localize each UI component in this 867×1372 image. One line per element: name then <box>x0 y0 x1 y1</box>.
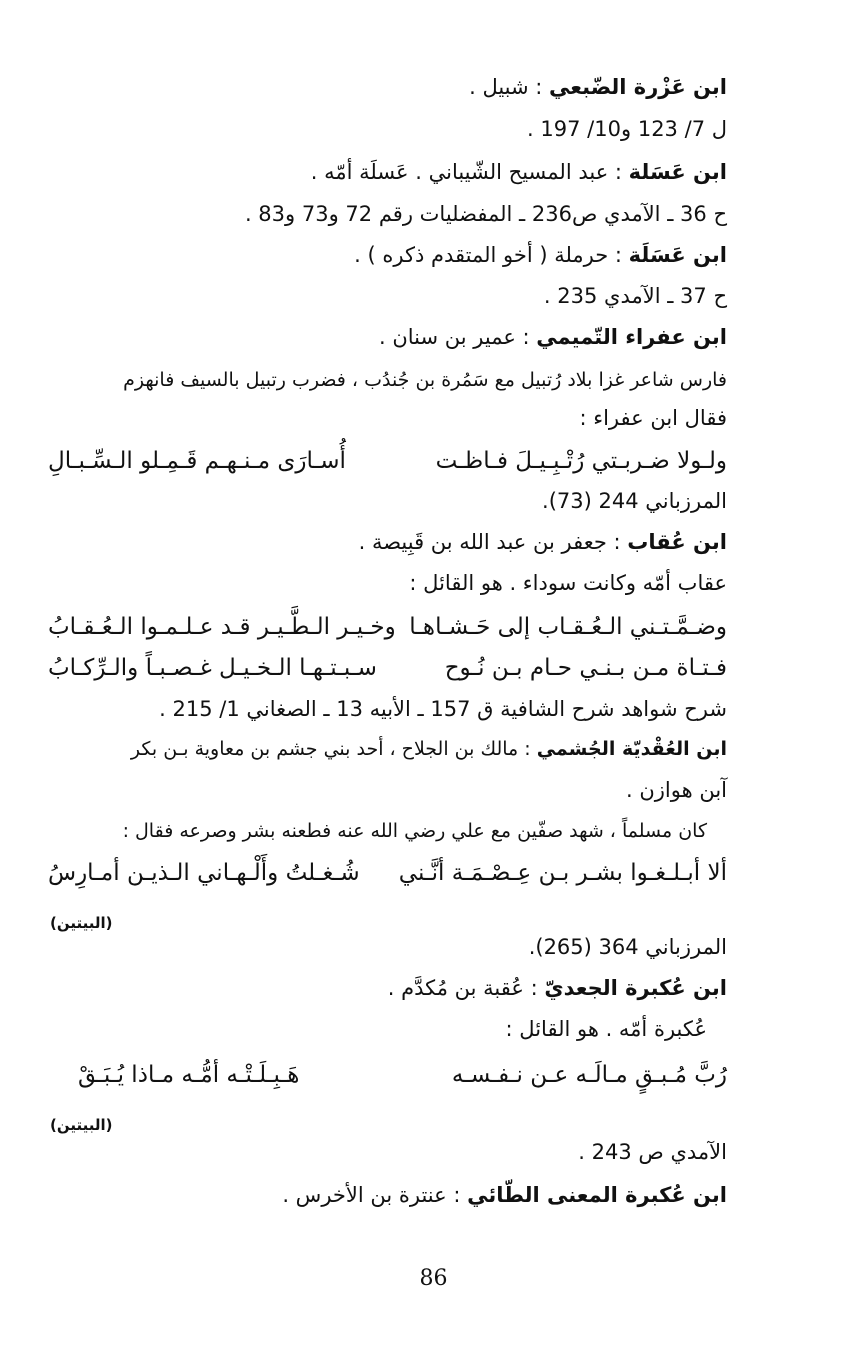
page-number: 86 <box>419 1266 448 1291</box>
poem-verse <box>48 444 727 478</box>
verse-first-hemistich: ألا أبـلـغـوا بشـر بـن عِـصْـمَـة أنَّـني <box>398 860 727 886</box>
body-line: كان مسلماً ، شهد صفّين مع علي رضي الله عنه فطعنه بشر وصرعه فقال : <box>122 820 707 842</box>
verse-second-hemistich: هَـبِـلَـتْـه أمُّـه مـاذا يُـبَـقْ <box>78 1062 300 1088</box>
verse-second-hemistich: وخـيـر الـطَّـيـر قـد عـلـمـوا الـعُـقـابُ <box>48 614 396 640</box>
reference-line: الآمدي ص 243 . <box>578 1140 727 1164</box>
verse-first-hemistich: فـتـاة مـن بـنـي حـام بـن نُـوح <box>444 655 727 681</box>
entry-line: ابن عفراء التّميمي : عمير بن سنان . <box>378 325 727 349</box>
entry-line: ابن عُكبرة الجعديّ : عُقبة بن مُكدَّم . <box>387 976 727 1000</box>
body-line: فقال ابن عفراء : <box>579 406 727 430</box>
body-line: عقاب أمّه وكانت سوداء . هو القائل : <box>409 571 727 595</box>
entry-line: ابن عَزْرة الضّبعي : شبيل . <box>469 75 727 99</box>
reference-line: ح 36 ـ الآمدي ص236 ـ المفضليات رقم 72 و73 و83 . <box>244 202 727 226</box>
entry-line: ابن عُقاب : جعفر بن عبد الله بن قَبِيصة . <box>358 530 727 554</box>
verse-second-hemistich: أُسـارَى مـنـهـم قَـمِـلو الـسِّـبـالِ <box>48 448 346 474</box>
verse-first-hemistich: وضـمَّـتـني الـعُـقـاب إلى حَـشـاهـا <box>409 614 727 640</box>
entry-line: ابن عُكبرة المعنى الطّائي : عنترة بن الأخرس . <box>282 1183 727 1207</box>
verse-first-hemistich: ولـولا ضـربـتي رُتْـبِـيـلَ فـاظـت <box>435 448 727 474</box>
reference-line: المرزباني 244 (73). <box>542 489 727 513</box>
poem-verse <box>78 1058 727 1092</box>
verse-second-hemistich: شُـغـلتُ وأَلْـهـاني الـذيـن أمـارِسُ <box>48 860 360 886</box>
verse-second-hemistich: سـبـتـهـا الـخـيـل غـصـبـاً والـرِّكـابُ <box>48 655 377 681</box>
verse-first-hemistich: رُبَّ مُـبـقٍ مـالَـه عـن نـفـسـه <box>451 1062 727 1088</box>
reference-line: ل 7/ 123 و10/ 197 . <box>527 117 727 141</box>
poem-verse <box>48 856 727 890</box>
body-line: آبن هوازن . <box>625 778 727 802</box>
entry-line: ابن عَسَلة : عبد المسيح الشّيباني . عَسلَة أمّه . <box>310 160 727 184</box>
reference-line: شرح شواهد شرح الشافية ق 157 ـ الأبيه 13 ـ الصغاني 1/ 215 . <box>159 697 727 721</box>
reference-line: المرزباني 364 (265). <box>528 935 727 959</box>
verse-note: (البيتين) <box>50 914 113 932</box>
entry-line: ابن العُقْديّة الجُشمي : مالك بن الجلاح ، أحد بني جشم بن معاوية بـن بكر <box>130 738 727 760</box>
entry-line: ابن عَسَلَة : حرملة ( أخو المتقدم ذكره ) . <box>354 243 727 267</box>
body-line: فارس شاعر غزا بلاد رُتبيل مع سَمُرة بن جُندُب ، فضرب رتبيل بالسيف فانهزم <box>123 369 727 391</box>
poem-verse <box>48 610 727 644</box>
body-line: عُكبرة أمّه . هو القائل : <box>505 1017 707 1041</box>
reference-line: ح 37 ـ الآمدي 235 . <box>543 284 727 308</box>
verse-note: (البيتين) <box>50 1116 113 1134</box>
poem-verse <box>48 651 727 685</box>
